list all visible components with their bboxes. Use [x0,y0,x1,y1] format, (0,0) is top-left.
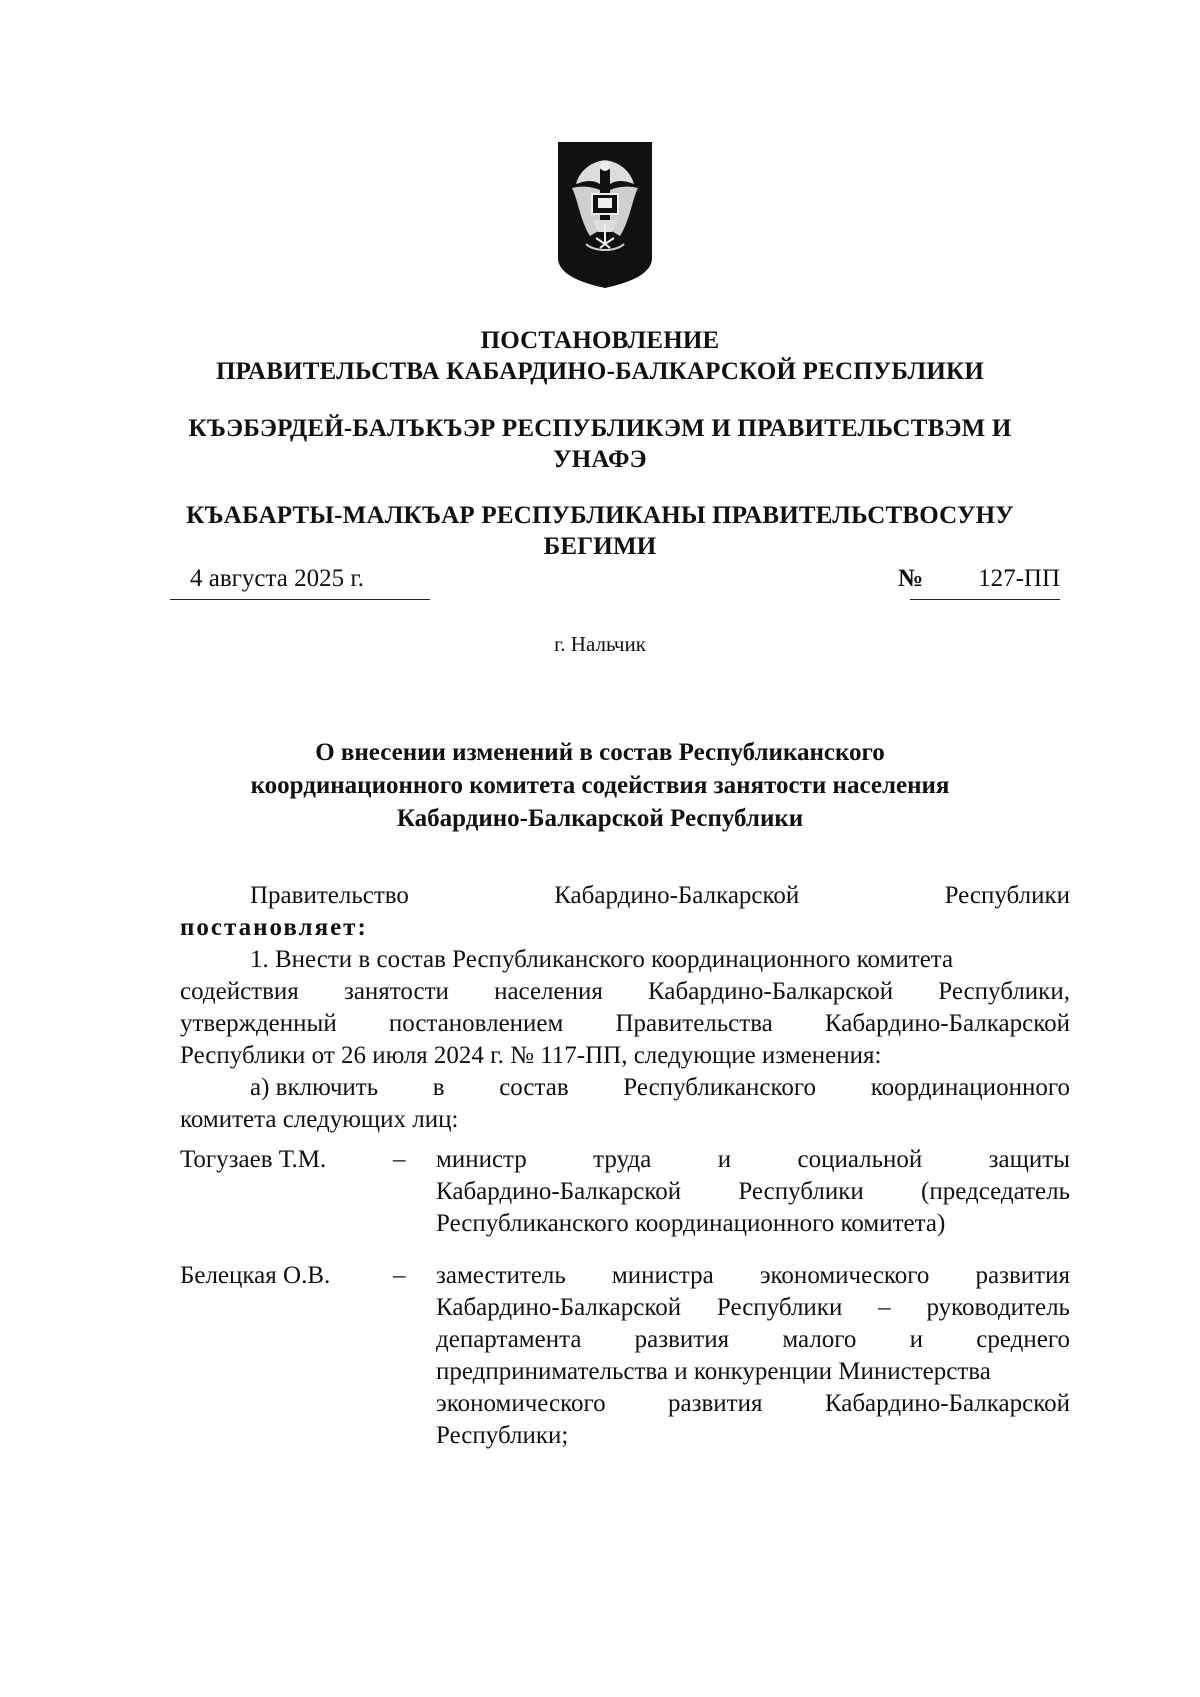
balkar-heading-line2: БЕГИМИ [543,533,657,560]
member-name: Белецкая О.В. [180,1262,331,1289]
member-description-line: Республики; [436,1422,569,1449]
paragraph-1-line2: содействия занятости населения Кабардино-Балкарской Республики, [180,978,1070,1005]
number-label: № [898,565,924,592]
doc-type-heading: ПОСТАНОВЛЕНИЕ [480,327,720,354]
member-dash: – [393,1146,406,1173]
member-description-line: предпринимательства и конкуренции Министерства [436,1358,991,1385]
document-number: 127-ПП [910,565,1060,600]
member-description-line: департамента развития малого и среднего [436,1326,1070,1353]
member-description-line: министр труда и социальной защиты [436,1146,1070,1173]
member-name: Тогузаев Т.М. [180,1146,327,1173]
paragraph-1-line3: утвержденный постановлением Правительства Кабардино-Балкарской [180,1010,1070,1037]
document-title-line2: координационного комитета содействия занятости населения [250,772,950,799]
document-date: 4 августа 2025 г. [170,565,430,600]
member-description-line: Кабардино-Балкарской Республики (председатель [436,1178,1070,1205]
issuer-heading: ПРАВИТЕЛЬСТВА КАБАРДИНО-БАЛКАРСКОЙ РЕСПУБЛИКИ [216,358,984,385]
document-title-line1: О внесении изменений в состав Республиканского [315,739,885,766]
balkar-heading-line1: КЪАБАРТЫ-МАЛКЪАР РЕСПУБЛИКАНЫ ПРАВИТЕЛЬСТВОСУНУ [186,502,1014,529]
city: г. Нальчик [554,632,646,656]
paragraph-a-line2: комитета следующих лиц: [180,1106,459,1133]
member-description-line: экономического развития Кабардино-Балкарской [436,1390,1070,1417]
paragraph-1-line4: Республики от 26 июля 2024 г. № 117-ПП, следующие изменения: [180,1042,882,1069]
member-dash: – [393,1262,406,1289]
member-description-line: Республиканского координационного комитета) [436,1210,946,1237]
member-description-line: заместитель министра экономического развития [436,1262,1070,1289]
paragraph-1-line1: 1. Внести в состав Республиканского координационного комитета [250,946,954,973]
decree-word: постановляет: [180,914,368,941]
member-description-line: Кабардино-Балкарской Республики – руководитель [436,1294,1070,1321]
coat-of-arms-emblem [556,140,654,290]
kabardian-heading-line2: УНАФЭ [553,446,647,473]
kabardian-heading-line1: КЪЭБЭРДЕЙ-БАЛЪКЪЭР РЕСПУБЛИКЭМ И ПРАВИТЕЛЬСТВЭМ И [188,415,1012,442]
government-line: Правительство Кабардино-Балкарской Республики [250,882,1070,909]
paragraph-a-line1: а) включить в состав Республиканского координационного [250,1074,1070,1101]
document-title-line3: Кабардино-Балкарской Республики [396,805,804,832]
